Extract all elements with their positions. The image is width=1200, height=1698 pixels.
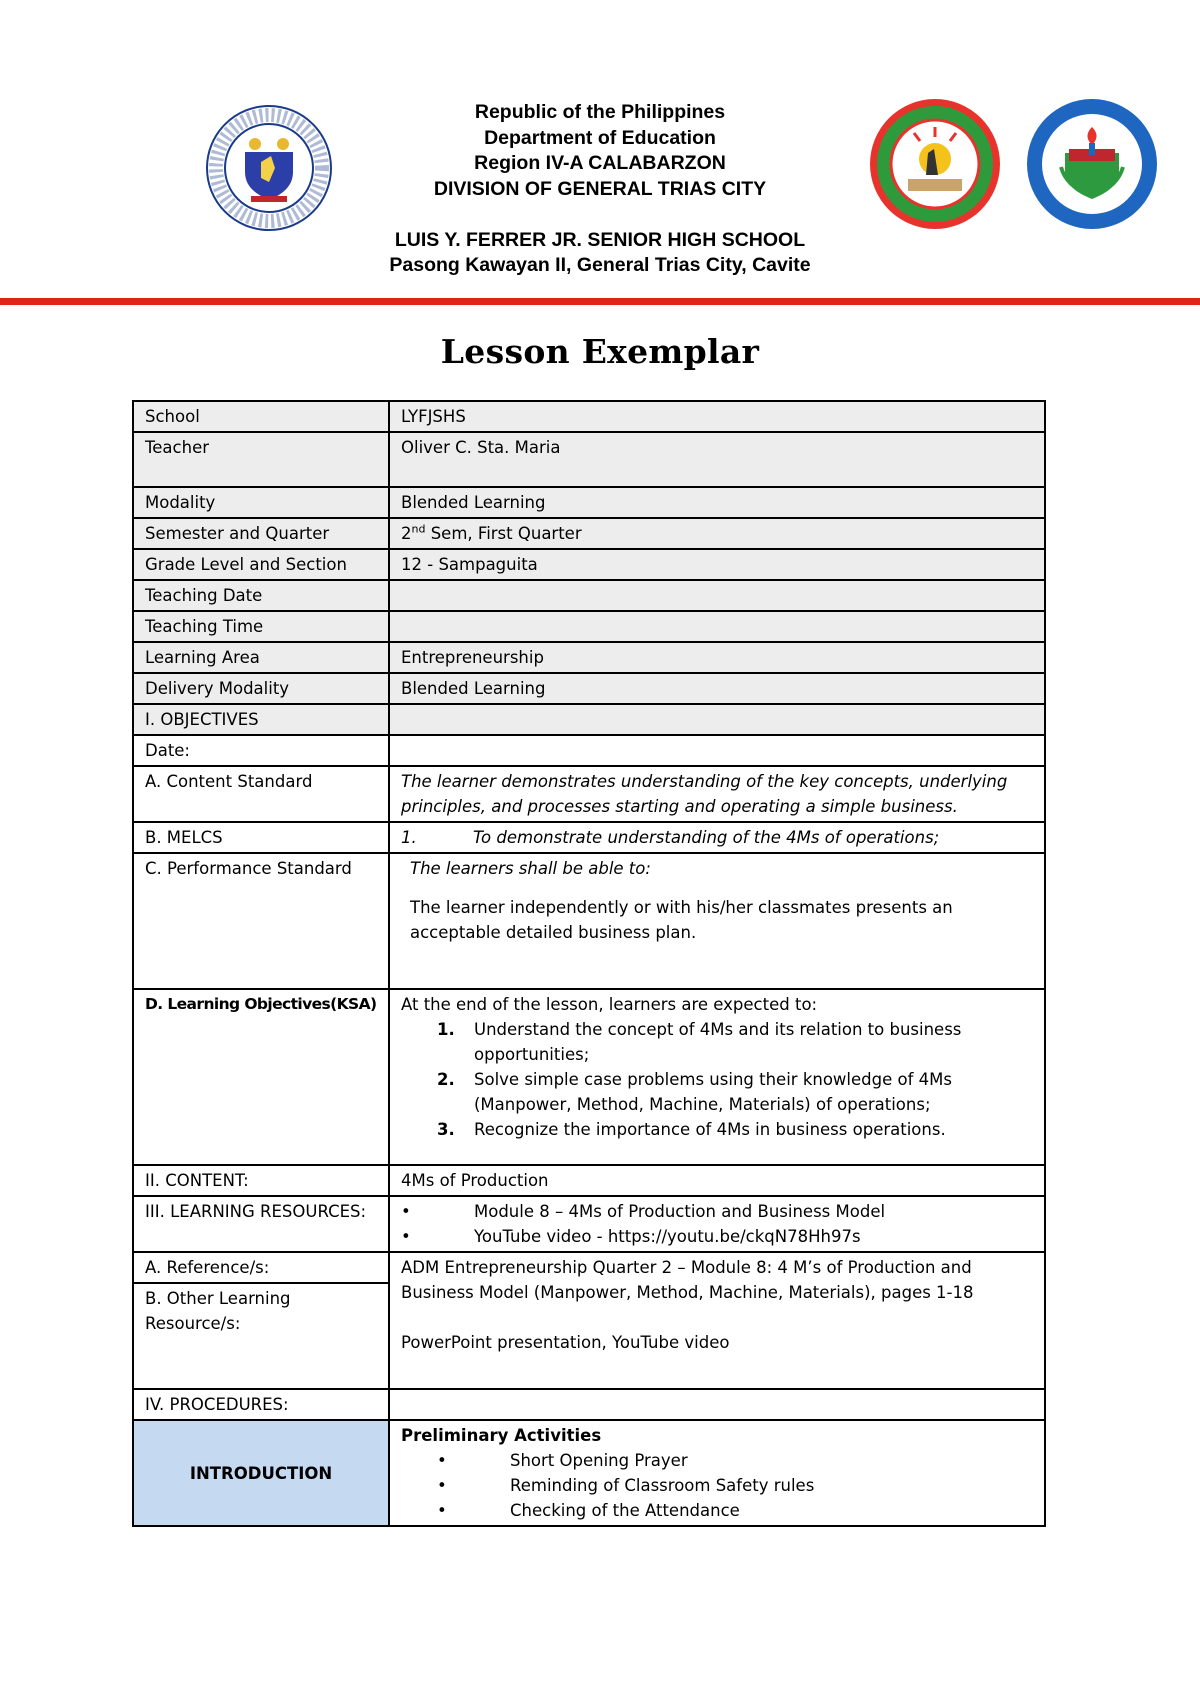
learning-resources-value: [389, 1196, 1045, 1252]
header-republic: Republic of the Philippines: [474, 101, 726, 123]
learning-objectives-label: D. Learning Objectives(KSA): [133, 989, 389, 1165]
teaching-time-value: [389, 611, 1045, 642]
table-row-semester: [133, 518, 1045, 549]
table-row-teaching-date: [133, 580, 1045, 611]
table-row-melcs: [133, 822, 1045, 853]
learning-objectives-list: [401, 1017, 1033, 1142]
preliminary-list: [401, 1448, 1033, 1523]
school-label: School: [133, 401, 389, 432]
table-row-objectives: [133, 704, 1045, 735]
lesson-table: [132, 400, 1046, 1527]
table-row-grade: [133, 549, 1045, 580]
header-region: Region IV-A CALABARZON: [474, 152, 726, 174]
list-item: • Reminding of Classroom Safety rules: [437, 1476, 815, 1495]
semester-value: 2nd Sem, First Quarter: [389, 518, 1045, 549]
resources-list: [401, 1199, 1033, 1249]
procedures-label: IV. PROCEDURES:: [133, 1389, 389, 1420]
table-row-teaching-time: [133, 611, 1045, 642]
page-title: Lesson Exemplar: [440, 332, 760, 371]
performance-standard-label: C. Performance Standard: [133, 853, 389, 989]
content-value: 4Ms of Production: [389, 1165, 1045, 1196]
teaching-date-label: Teaching Date: [133, 580, 389, 611]
table-row-reference: [133, 1252, 1045, 1283]
school-value: LYFJSHS: [389, 401, 1045, 432]
modality-label: Modality: [133, 487, 389, 518]
list-item: • Short Opening Prayer: [437, 1451, 688, 1470]
modality-value: Blended Learning: [389, 487, 1045, 518]
delivery-label: Delivery Modality: [133, 673, 389, 704]
semester-label: Semester and Quarter: [133, 518, 389, 549]
teaching-date-value: [389, 580, 1045, 611]
delivery-value: Blended Learning: [389, 673, 1045, 704]
objectives-heading: I. OBJECTIVES: [133, 704, 389, 735]
learning-objectives-value: At the end of the lesson, learners are expected to: 1. Understand the concept of 4Ms and its relation to business opportunities; 2. Solve simple case problems using their knowledge of 4Ms (Manpower, Method, Machine, Materials) of operations; 3. Recognize the importance of 4Ms in business operations.: [389, 989, 1045, 1165]
header-department: Department of Education: [484, 127, 716, 149]
list-item: 3. Recognize the importance of 4Ms in business operations.: [437, 1120, 946, 1139]
date-label: Date:: [133, 735, 389, 766]
reference-label: A. Reference/s:: [133, 1252, 389, 1283]
table-row-date: [133, 735, 1045, 766]
table-row-learning-objectives: [133, 989, 1045, 1165]
grade-label: Grade Level and Section: [133, 549, 389, 580]
other-resources-label: B. Other Learning Resource/s:: [133, 1283, 389, 1389]
table-row-introduction: [133, 1420, 1045, 1526]
date-value: [389, 735, 1045, 766]
performance-standard-value: The learners shall be able to: The learner independently or with his/her classmates presents an acceptable detailed business plan.: [389, 853, 1045, 989]
header-divider: [0, 298, 1200, 305]
teaching-time-label: Teaching Time: [133, 611, 389, 642]
list-item: 1. Understand the concept of 4Ms and its relation to business opportunities;: [437, 1020, 962, 1064]
grade-value: 12 - Sampaguita: [389, 549, 1045, 580]
list-item: 2. Solve simple case problems using their knowledge of 4Ms (Manpower, Method, Machine, Materials) of operations;: [437, 1070, 952, 1114]
header-school-name: LUIS Y. FERRER JR. SENIOR HIGH SCHOOL: [394, 229, 806, 251]
melcs-label: B. MELCS: [133, 822, 389, 853]
list-item: • YouTube video - https://youtu.be/ckqN78Hh97s: [401, 1227, 861, 1246]
table-row-teacher: [133, 432, 1045, 487]
table-row-procedures: [133, 1389, 1045, 1420]
table-row-performance-standard: [133, 853, 1045, 989]
table-row-learning-resources: [133, 1196, 1045, 1252]
table-row-modality: [133, 487, 1045, 518]
teacher-label: Teacher: [133, 432, 389, 487]
introduction-value: Preliminary Activities • Short Opening Prayer • Reminding of Classroom Safety rules • Checking of the Attendance: [389, 1420, 1045, 1526]
learning-resources-label: III. LEARNING RESOURCES:: [133, 1196, 389, 1252]
learning-area-value: Entrepreneurship: [389, 642, 1045, 673]
content-standard-value: The learner demonstrates understanding of the key concepts, underlying principles, and processes starting and operating a simple business.: [389, 766, 1045, 822]
list-item: • Checking of the Attendance: [437, 1501, 740, 1520]
table-row-content-standard: [133, 766, 1045, 822]
list-item: • Module 8 – 4Ms of Production and Business Model: [401, 1202, 886, 1221]
header-division: DIVISION OF GENERAL TRIAS CITY: [433, 178, 767, 200]
header-address: Pasong Kawayan II, General Trias City, Cavite: [389, 254, 811, 276]
teacher-value: Oliver C. Sta. Maria: [389, 432, 1045, 487]
content-standard-label: A. Content Standard: [133, 766, 389, 822]
table-row-delivery: [133, 673, 1045, 704]
learning-area-label: Learning Area: [133, 642, 389, 673]
reference-value: ADM Entrepreneurship Quarter 2 – Module 8: 4 M’s of Production and Business Model (Manpower, Method, Machine, Materials), pages 1-18 PowerPoint presentation, YouTube video: [389, 1252, 1045, 1389]
table-row-school: [133, 401, 1045, 432]
content-label: II. CONTENT:: [133, 1165, 389, 1196]
melcs-value: 1. To demonstrate understanding of the 4Ms of operations;: [389, 822, 1045, 853]
introduction-label: INTRODUCTION: [133, 1420, 389, 1526]
table-row-content: [133, 1165, 1045, 1196]
table-row-learning-area: [133, 642, 1045, 673]
